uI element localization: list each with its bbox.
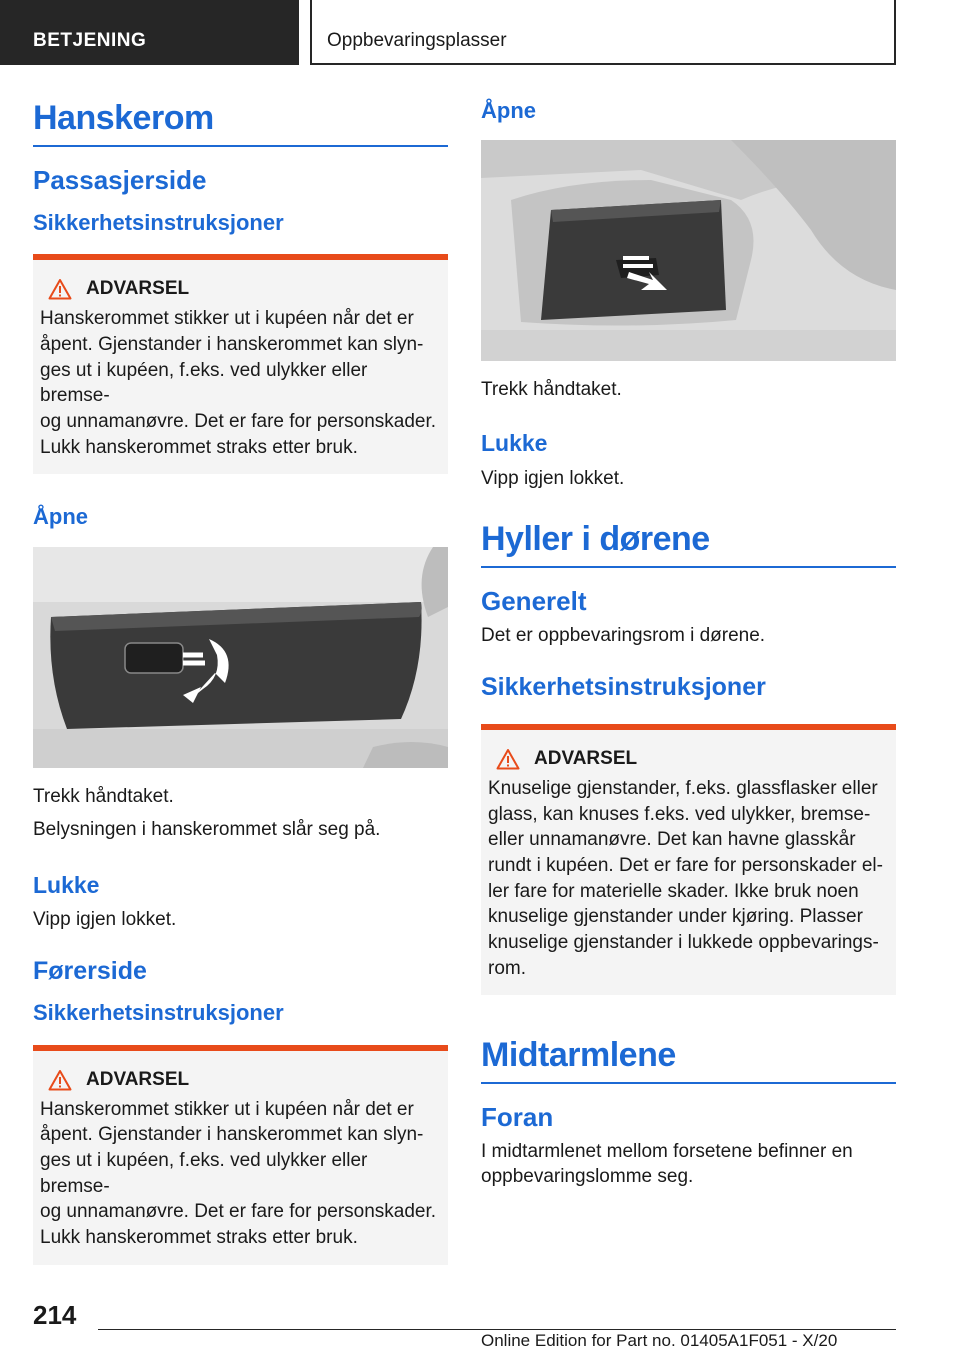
warning-box-1 bbox=[33, 254, 448, 474]
heading-glovebox: Hanskerom bbox=[33, 98, 448, 147]
open-step-1: Trekk håndtaket. bbox=[33, 785, 174, 807]
page-number: 214 bbox=[33, 1300, 77, 1330]
heading-open-driver: Åpne bbox=[481, 98, 536, 123]
heading-driver-side: Førerside bbox=[33, 957, 147, 986]
left-column bbox=[33, 98, 448, 1295]
edition-text: Online Edition for Part no. 01405A1F051 - X/20 bbox=[481, 1331, 838, 1350]
glovebox-driver-image bbox=[481, 140, 896, 361]
warning-line: rom. bbox=[488, 957, 526, 979]
general-text: Det er oppbevaringsrom i dørene. bbox=[481, 625, 766, 647]
warning-label: ADVARSEL bbox=[86, 1068, 190, 1090]
front-text-line: I midtarmlenet mellom forsetene befinner en bbox=[481, 1141, 853, 1163]
heading-close: Lukke bbox=[33, 871, 100, 898]
warning-triangle-icon bbox=[48, 1069, 72, 1091]
warning-triangle-icon bbox=[496, 748, 520, 770]
heading-center-armrest: Midtarmlene bbox=[481, 1035, 896, 1084]
open-step-2: Belysningen i hanskerommet slår seg på. bbox=[33, 818, 381, 840]
close-text-driver: Vipp igjen lokket. bbox=[481, 468, 625, 490]
warning-text bbox=[40, 1097, 442, 1251]
warning-line: Hanskerommet stikker ut i kupéen når det er bbox=[40, 308, 414, 330]
warning-line: ges ut i kupéen, f.eks. ved ulykker eller bremse- bbox=[40, 359, 368, 407]
front-text-line: oppbevaringslomme seg. bbox=[481, 1166, 694, 1188]
close-text: Vipp igjen lokket. bbox=[33, 909, 177, 931]
heading-safety-3: Sikkerhetsinstruksjoner bbox=[481, 673, 766, 702]
section-tab bbox=[310, 0, 896, 65]
warning-line: ler fare for materielle skader. Ikke bruk noen bbox=[488, 880, 859, 902]
warning-line: åpent. Gjenstander i hanskerommet kan slyn- bbox=[40, 1124, 424, 1146]
warning-box-3 bbox=[481, 724, 896, 995]
warning-text bbox=[40, 306, 442, 460]
warning-triangle-icon bbox=[48, 278, 72, 300]
right-column bbox=[481, 98, 896, 1197]
heading-safety-2: Sikkerhetsinstruksjoner bbox=[33, 1000, 284, 1026]
warning-text bbox=[488, 776, 890, 981]
chapter-label: BETJENING bbox=[33, 30, 147, 51]
warning-line: knuselige gjenstander i lukkede oppbevarings- bbox=[488, 932, 879, 954]
warning-line: Knuselige gjenstander, f.eks. glassflasker eller bbox=[488, 778, 878, 800]
warning-line: Hanskerommet stikker ut i kupéen når det er bbox=[40, 1098, 414, 1120]
heading-open: Åpne bbox=[33, 504, 88, 530]
warning-line: knuselige gjenstander under kjøring. Plasser bbox=[488, 906, 863, 928]
warning-line: glass, kan knuses f.eks. ved ulykker, bremse- bbox=[488, 803, 871, 825]
footer-divider bbox=[98, 1329, 896, 1330]
warning-line: Lukk hanskerommet straks etter bruk. bbox=[40, 436, 358, 458]
warning-line: ges ut i kupéen, f.eks. ved ulykker eller bremse- bbox=[40, 1150, 368, 1197]
warning-label: ADVARSEL bbox=[534, 748, 638, 770]
warning-title bbox=[488, 748, 890, 770]
warning-line: og unnamanøvre. Det er fare for personskader. bbox=[40, 410, 437, 432]
warning-box-2 bbox=[33, 1045, 448, 1265]
warning-title bbox=[40, 1069, 442, 1091]
front-text bbox=[481, 1139, 896, 1189]
warning-title bbox=[40, 278, 442, 300]
heading-passenger-side: Passasjerside bbox=[33, 164, 207, 195]
heading-safety-1: Sikkerhetsinstruksjoner bbox=[33, 209, 284, 235]
glovebox-passenger-image bbox=[33, 547, 448, 768]
warning-line: eller unnamanøvre. Det kan havne glasskår bbox=[488, 829, 856, 851]
section-label: Oppbevaringsplasser bbox=[327, 30, 507, 51]
warning-line: og unnamanøvre. Det er fare for personskader. bbox=[40, 1201, 437, 1223]
warning-line: rundt i kupéen. Det er fare for personskader el- bbox=[488, 855, 883, 877]
warning-label: ADVARSEL bbox=[86, 278, 190, 300]
chapter-tab bbox=[0, 0, 299, 65]
heading-close-driver: Lukke bbox=[481, 430, 548, 457]
open-step: Trekk håndtaket. bbox=[481, 379, 622, 401]
heading-front: Foran bbox=[481, 1102, 554, 1133]
warning-line: Lukk hanskerommet straks etter bruk. bbox=[40, 1227, 358, 1249]
heading-door-shelves: Hyller i dørene bbox=[481, 519, 896, 568]
heading-general: Generelt bbox=[481, 585, 587, 616]
warning-line: åpent. Gjenstander i hanskerommet kan slyn- bbox=[40, 334, 424, 356]
